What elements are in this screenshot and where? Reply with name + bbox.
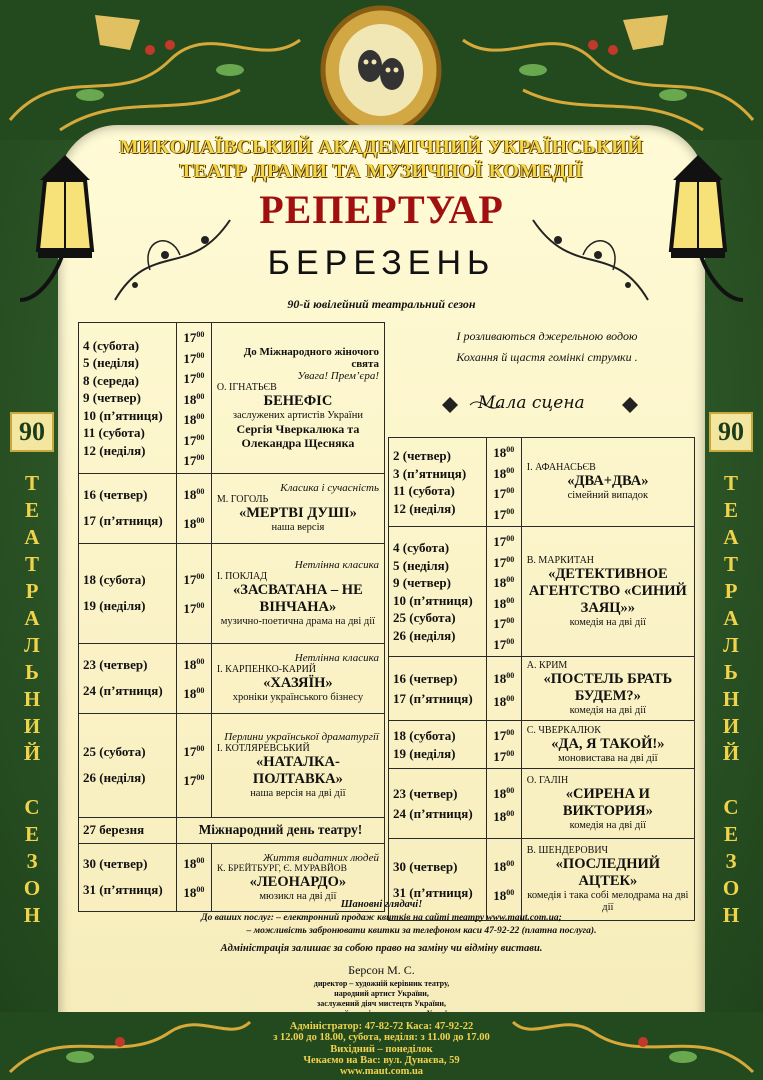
- dates-cell: 30 (четвер) 31 (п’ятниця): [389, 839, 487, 921]
- play-note: мюзикл на дві дії: [259, 890, 337, 902]
- table-row: [389, 657, 695, 721]
- play-note: сімейний випадок: [567, 490, 649, 501]
- small-stage-table: [388, 437, 695, 921]
- contacts-phones: Адміністратор: 47-82-72 Каса: 47-92-22: [289, 1021, 474, 1032]
- play-cell: [521, 527, 694, 657]
- dates-cell: 2 (четвер) 3 (п’ятниця) 11 (субота) 12 (неділя): [389, 438, 487, 527]
- director-title3: заслужений діяч мистецтв України,: [317, 999, 446, 1008]
- play-note: комедія на дві дії: [569, 820, 647, 831]
- play-cell: [211, 323, 384, 474]
- play-genre: Нетлінна класика: [294, 652, 379, 664]
- notice-greeting: Шановні глядачі!: [340, 899, 423, 910]
- play-note: заслужених артистів України: [232, 409, 363, 421]
- times-cell: $17^{00}$ $17^{00}$: [176, 713, 211, 817]
- play-note: наша версія на дві дії: [250, 787, 346, 799]
- times-cell: $18^{00}$ $18^{00}$: [176, 843, 211, 911]
- play-title: «ХАЗЯЇН»: [263, 675, 333, 691]
- times-cell: $18^{00}$ $18^{00}$: [176, 643, 211, 713]
- times-cell: $17^{00}$ $17^{00}$ $18^{00}$ $18^{00}$ $17^{00}$ $17^{00}$: [486, 527, 521, 657]
- dates-cell: 23 (четвер) 24 (п’ятниця): [79, 643, 177, 713]
- dates-cell: 16 (четвер) 17 (п’ятниця): [389, 657, 487, 721]
- play-title: «ДВА+ДВА»: [567, 473, 649, 489]
- play-cell: [521, 769, 694, 839]
- dates-cell: 4 (субота) 5 (неділя) 8 (середа) 9 (четвер) 10 (п’ятниця) 11 (субота) 12 (неділя): [79, 323, 177, 474]
- play-author: А. КРИМ: [526, 660, 568, 671]
- play-author: М. ГОГОЛЬ: [216, 494, 269, 505]
- notice-line1: До ваших послуг: – електронний продаж квитків на сайті театру www.maut.com.ua;: [201, 913, 562, 923]
- contacts-hours: з 12.00 до 18.00, субота, неділя: з 11.00 до 17.00: [273, 1032, 490, 1044]
- play-title: «ПОСТЕЛЬ БРАТЬ БУДЕМ?»: [543, 671, 673, 704]
- table-row: [389, 721, 695, 769]
- play-title: БЕНЕФІС: [263, 392, 333, 409]
- play-author: І. КАРПЕНКО-КАРИЙ: [216, 664, 317, 675]
- special-title: Міжнародний день театру!: [176, 817, 384, 843]
- side-90-right: 90: [709, 412, 753, 452]
- play-title: «МЕРТВІ ДУШІ»: [238, 505, 357, 521]
- director-name: Берсон М. С.: [348, 963, 415, 977]
- table-row: [79, 543, 385, 643]
- side-90-left: 90: [10, 412, 54, 452]
- table-row: [389, 527, 695, 657]
- play-genre: Нетлінна класика: [294, 558, 379, 571]
- times-cell: $18^{00}$ $18^{00}$: [486, 769, 521, 839]
- contacts-site[interactable]: www.maut.com.ua: [339, 1066, 424, 1078]
- play-title: «ДА, Я ТАКОЙ!»: [551, 735, 665, 752]
- table-row: [79, 713, 385, 817]
- table-row: [79, 473, 385, 543]
- lantern-left-icon: [20, 150, 110, 320]
- play-cell: [521, 721, 694, 769]
- table-row: [389, 438, 695, 527]
- dates-cell: 30 (четвер) 31 (п’ятниця): [79, 843, 177, 911]
- play-title: «ЛЕОНАРДО»: [249, 873, 347, 890]
- notice-line2: – можливість забронювати квитки за телефоном каси 47-92-22 (платна послуга).: [246, 926, 597, 936]
- side-text-right: Т Е А Т Р А Л Ь Н И Й С Е З О Н: [722, 471, 740, 927]
- dates-cell: 18 (субота) 19 (неділя): [79, 543, 177, 643]
- director-title1: директор – художній керівник театру,: [313, 979, 450, 988]
- play-note: комедія і така собі мелодрама на дві дії: [527, 890, 689, 913]
- month-heading: БЕРЕЗЕНЬ: [267, 244, 496, 282]
- times-cell: $18^{00}$ $18^{00}$: [176, 473, 211, 543]
- lantern-right-icon: [653, 150, 743, 320]
- small-stage-heading: Мала сцена: [478, 393, 585, 413]
- play-title: «ПОСЛЕДНИЙ АЦТЕК»: [555, 856, 661, 889]
- times-cell: $17^{00}$ $17^{00}$: [176, 543, 211, 643]
- play-genre: Перлини української драматургії: [224, 730, 379, 743]
- table-row: [79, 643, 385, 713]
- play-author: С. ЧВЕРКАЛЮК: [526, 724, 601, 736]
- side-text-left: Т Е А Т Р А Л Ь Н И Й С Е З О Н: [23, 471, 41, 927]
- times-cell: $18^{00}$ $18^{00}$: [486, 657, 521, 721]
- play-genre: Життя видатних людей: [263, 851, 379, 864]
- play-cell: [211, 543, 384, 643]
- play-author: І. ПОКЛАД: [216, 570, 268, 582]
- play-note: комедія на дві дії: [569, 705, 647, 716]
- play-note: комедія на дві дії: [569, 616, 647, 628]
- dates-cell: 25 (субота) 26 (неділя): [79, 713, 177, 817]
- play-cell: [521, 657, 694, 721]
- season-subtitle: 90-й ювілейний театральний сезон: [287, 297, 476, 311]
- play-note: наша версія: [271, 522, 325, 533]
- play-genre: Класика і сучасність: [280, 482, 379, 494]
- notice-admin: Адміністрація залишає за собою право на заміну чи відміну вистави.: [220, 943, 543, 954]
- table-row: [79, 323, 385, 474]
- play-title: «ДЕТЕКТИВНОЕ АГЕНТСТВО «СИНИЙ ЗАЯЦ»»: [528, 565, 687, 616]
- play-title: «НАТАЛКА-ПОЛТАВКА»: [252, 753, 343, 787]
- contacts-address: Чекаємо на Вас: вул. Дунаєва, 59: [303, 1054, 460, 1066]
- play-title: «СИРЕНА И ВИКТОРИЯ»: [562, 786, 653, 819]
- times-cell: $18^{00}$ $18^{00}$: [486, 839, 521, 921]
- dates-cell: 23 (четвер) 24 (п’ятниця): [389, 769, 487, 839]
- special-date: 27 березня: [79, 817, 177, 843]
- theatre-title-line2: ТЕАТР ДРАМИ ТА МУЗИЧНОЇ КОМЕДІЇ: [179, 160, 584, 182]
- play-genre: До Міжнародного жіночого свята: [243, 345, 379, 370]
- poem-line2: Кохання й щастя гомінкі струмки .: [456, 350, 638, 364]
- dates-cell: 4 (субота) 5 (неділя) 9 (четвер) 10 (п’ятниця) 25 (субота) 26 (неділя): [389, 527, 487, 657]
- director-title2: народний артист України,: [334, 989, 429, 998]
- play-author: О. ІГНАТЬЄВ: [216, 381, 277, 393]
- play-cell: [211, 473, 384, 543]
- play-author: В. МАРКИТАН: [526, 554, 595, 566]
- play-artists: Сергія Чверкалюка та Олекандра Щесняка: [236, 421, 360, 450]
- play-author: К. БРЕЙТБУРГ, Є. МУРАВЙОВ: [216, 863, 347, 874]
- repertoire-heading: РЕПЕРТУАР: [259, 187, 504, 232]
- play-note: моновистава на дві дії: [558, 752, 658, 764]
- play-author: В. ШЕНДЕРОВИЧ: [526, 845, 609, 856]
- dates-cell: 18 (субота) 19 (неділя): [389, 721, 487, 769]
- play-cell: [521, 438, 694, 527]
- contacts-block: [0, 1021, 763, 1077]
- table-row: [79, 817, 385, 843]
- play-author: І. КОТЛЯРЕВСЬКИЙ: [216, 742, 310, 754]
- play-note: музично-поетична драма на дві дії: [220, 615, 376, 627]
- dates-cell: 16 (четвер) 17 (п’ятниця): [79, 473, 177, 543]
- play-cell: [211, 713, 384, 817]
- play-cell: [211, 643, 384, 713]
- premiere-note: Увага! Прем’єра!: [297, 369, 379, 382]
- play-note: хроніки українського бізнесу: [232, 692, 364, 703]
- play-title: «ЗАСВАТАНА – НЕ ВІНЧАНА»: [233, 581, 363, 615]
- main-stage-table: [78, 322, 385, 912]
- times-cell: $17^{00}$ $17^{00}$ $17^{00}$ $18^{00}$ $18^{00}$ $17^{00}$ $17^{00}$: [176, 323, 211, 474]
- times-cell: $17^{00}$ $17^{00}$: [486, 721, 521, 769]
- times-cell: $18^{00}$ $18^{00}$ $17^{00}$ $17^{00}$: [486, 438, 521, 527]
- contacts-dayoff: Вихідний – понеділок: [330, 1043, 433, 1055]
- vine-left-ornament: [110, 200, 240, 310]
- play-author: О. ГАЛІН: [526, 775, 569, 786]
- top-ornament: [0, 0, 763, 140]
- theatre-title-line1: МИКОЛАЇВСЬКИЙ АКАДЕМІЧНИЙ УКРАЇНСЬКИЙ: [119, 136, 644, 158]
- vine-right-ornament: [523, 200, 653, 310]
- play-author: І. АФАНАСЬЄВ: [526, 462, 596, 473]
- table-row: [389, 769, 695, 839]
- poem-line1: І розливаються джерельною водою: [456, 329, 638, 343]
